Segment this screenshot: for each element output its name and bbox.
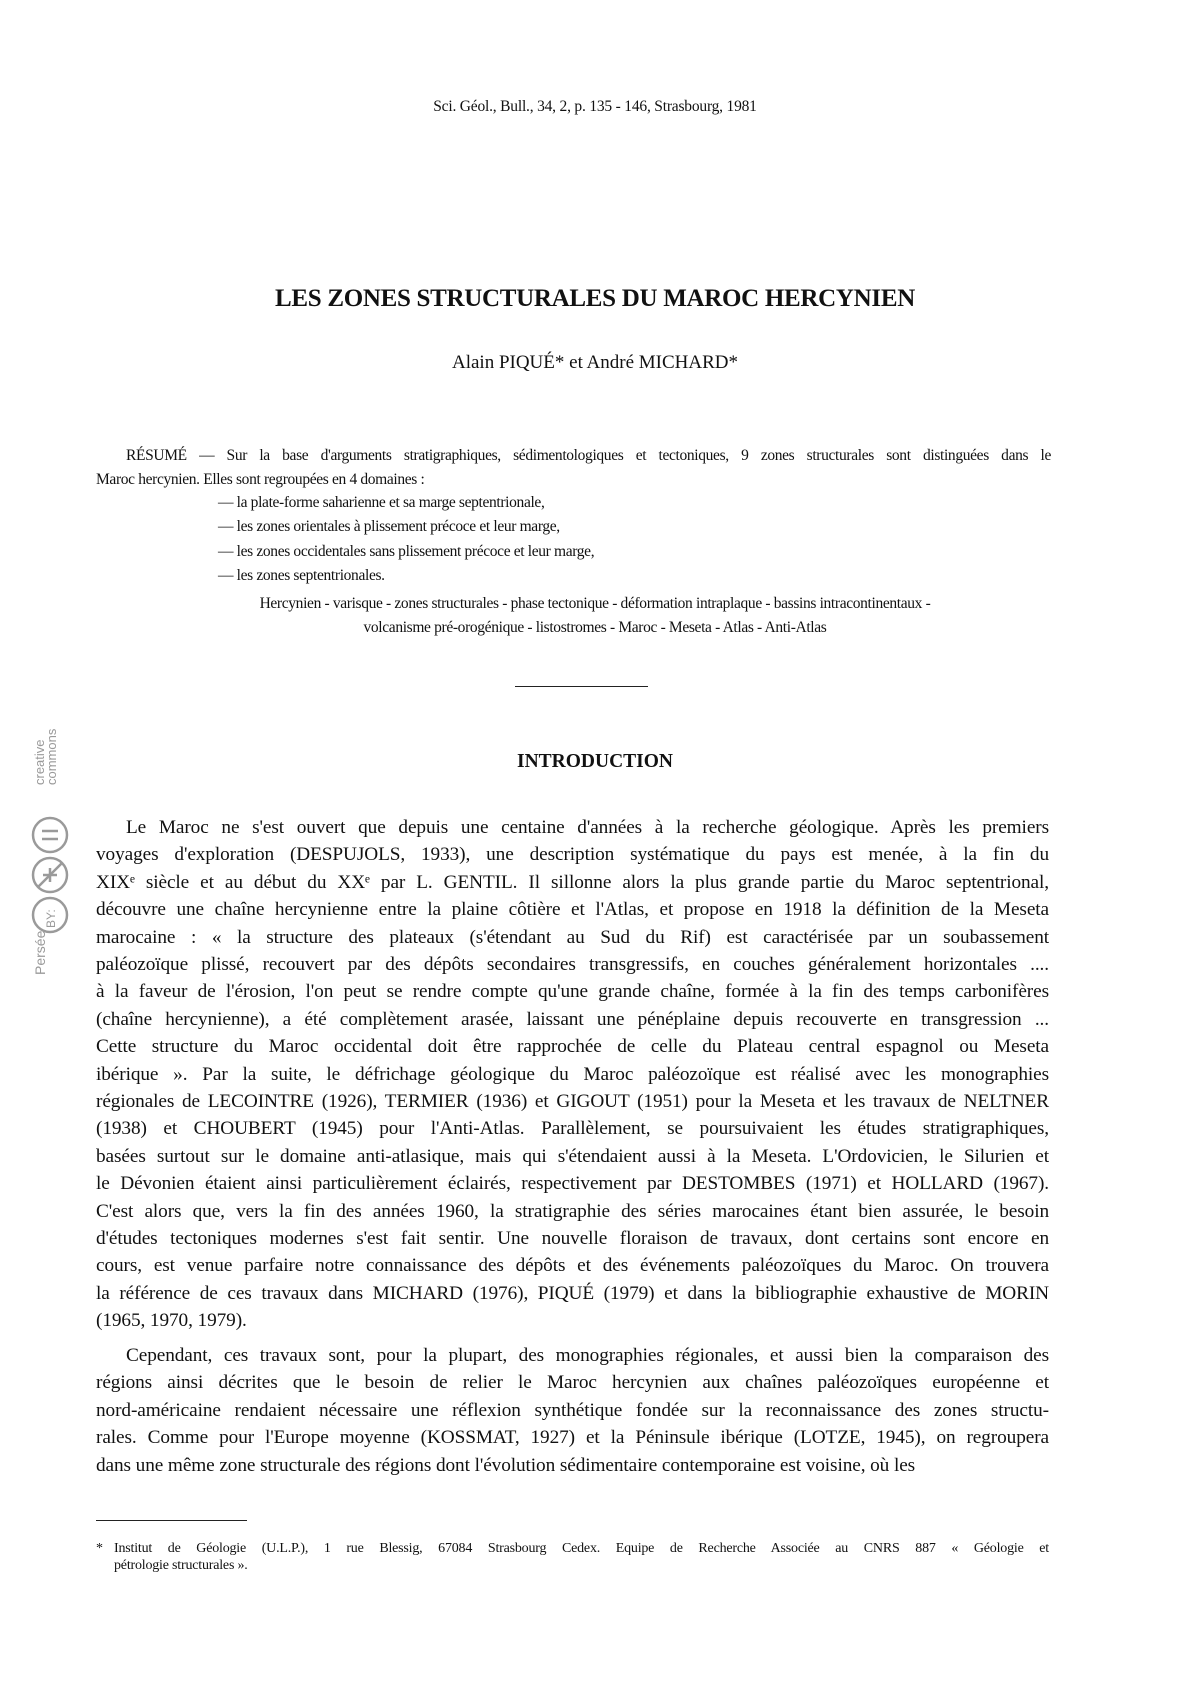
keywords-line: Hercynien - varisque - zones structurales - phase tectonique - déformation intraplaque - bassins intracontinentaux - [259,595,931,612]
body-line: (chaîne hercynienne), a été complètement arasée, laissant une pénéplaine depuis recouverte en transgression ... [96,1008,1049,1030]
section-heading: INTRODUCTION [516,751,674,772]
body-line: cours, est venue parfaire notre connaissance des dépôts et des événements paléozoïques du Maroc. On trouvera [96,1255,1049,1277]
footnote-line: pétrologie structurales ». [114,1558,248,1573]
section-divider [515,686,648,687]
license-badge[interactable] [28,713,78,975]
by-label: BY: [44,909,58,928]
body-line: rales. Comme pour l'Europe moyenne (KOSSMAT, 1927) et la Péninsule ibérique (LOTZE, 1945), on regroupera [96,1427,1049,1449]
authors: Alain PIQUÉ* et André MICHARD* [451,352,739,373]
body-line: d'études tectoniques modernes s'est fait sentir. Une nouvelle floraison de travaux, dont certains sont encore en [96,1228,1049,1249]
footnote-marker: * [96,1541,103,1556]
article-title: LES ZONES STRUCTURALES DU MAROC HERCYNIEN [275,285,915,312]
abstract-bullet: — la plate-forme saharienne et sa marge septentrionale, [218,494,545,511]
body-line: XIXᵉ siècle et au début du XXᵉ par L. GENTIL. Il sillonne alors la plus grande partie du Maroc septentrional, [96,871,1049,893]
creative-commons-label: creative commons [32,728,59,785]
body-line: voyages d'exploration (DESPUJOLS, 1933), une description systématique du pays est menée, à la fin du [96,844,1049,866]
keywords-line: volcanisme pré-orogénique - listostromes - Maroc - Meseta - Atlas - Anti-Atlas [363,619,827,636]
footnote-divider [96,1520,247,1521]
body-line: (1965, 1970, 1979). [96,1310,247,1332]
body-line: nord-américaine rendaient nécessaire une réflexion synthétique fondée sur la reconnaissance des zones structu- [96,1399,1049,1421]
abstract-line: RÉSUMÉ — Sur la base d'arguments stratigraphiques, sédimentologiques et tectoniques, 9 zones structurales sont distinguées dans le [126,447,1051,464]
equal-icon [33,818,67,852]
body-line: marocaine : « la structure des plateaux (s'étendant au Sud du Rif) est caractérisée par un soubassement [96,926,1049,948]
body-line: ibérique ». Par la suite, le défrichage géologique du Maroc paléozoïque est réalisé avec les monographies [96,1063,1049,1085]
body-line: Cependant, ces travaux sont, pour la plupart, des monographies régionales, et aussi bien la comparaison des [126,1345,1049,1366]
body-line: la référence de ces travaux dans MICHARD (1976), PIQUÉ (1979) et dans la bibliographie exhaustive de MORIN [96,1282,1049,1304]
body-line: régionales de LECOINTRE (1926), TERMIER (1936) et GIGOUT (1951) pour la Meseta et les travaux de NELTNER [96,1091,1049,1112]
abstract-bullet: — les zones orientales à plissement précoce et leur marge, [218,518,560,535]
body-line: (1938) et CHOUBERT (1945) pour l'Anti-Atlas. Parallèlement, se poursuivaient les études stratigraphiques, [96,1118,1049,1140]
body-line: dans une même zone structurale des régions dont l'évolution sédimentaire contemporaine est voisine, où les [96,1454,916,1476]
body-line: régions ainsi décrites que le besoin de relier le Maroc hercynien aux chaînes paléozoïques européenne et [96,1372,1049,1394]
body-line: le Dévonien étaient ainsi particulièrement éclairés, respectivement par DESTOMBES (1971) et HOLLARD (1967). [96,1173,1049,1195]
abstract-line: Maroc hercynien. Elles sont regroupées en 4 domaines : [96,471,425,488]
journal-reference: Sci. Géol., Bull., 34, 2, p. 135 - 146, Strasbourg, 1981 [433,98,757,115]
publisher-label: Persée [32,930,48,975]
body-line: paléozoïque plissé, recouvert par des dépôts secondaires transgressifs, en couches généralement horizontales .... [96,954,1049,975]
footnote-line: Institut de Géologie (U.L.P.), 1 rue Blessig, 67084 Strasbourg Cedex. Equipe de Recherche Associée au CNRS 887 « Géologie et [114,1541,1049,1556]
body-line: C'est alors que, vers la fin des années 1960, la stratigraphie des séries marocaines étant bien assurée, le besoin [96,1200,1049,1222]
abstract-bullet: — les zones septentrionales. [218,567,385,584]
body-line: à la faveur de l'érosion, l'on peut se rendre compte qu'une grande chaîne, formée à la fin des temps carbonifères [96,981,1049,1003]
body-line: découvre une chaîne hercynienne entre la plaine côtière et l'Atlas, et propose en 1918 la définition de la Meseta [96,899,1049,921]
body-line: Cette structure du Maroc occidental doit être rapprochée de celle du Plateau central espagnol ou Meseta [96,1036,1049,1058]
body-line: Le Maroc ne s'est ouvert que depuis une centaine d'années à la recherche géologique. Après les premiers [126,817,1049,838]
abstract-bullet: — les zones occidentales sans plissement précoce et leur marge, [218,543,595,560]
body-line: basées surtout sur le domaine anti-atlasique, mais qui s'étendaient aussi à la Meseta. L'Ordovicien, le Silurien et [96,1145,1049,1167]
